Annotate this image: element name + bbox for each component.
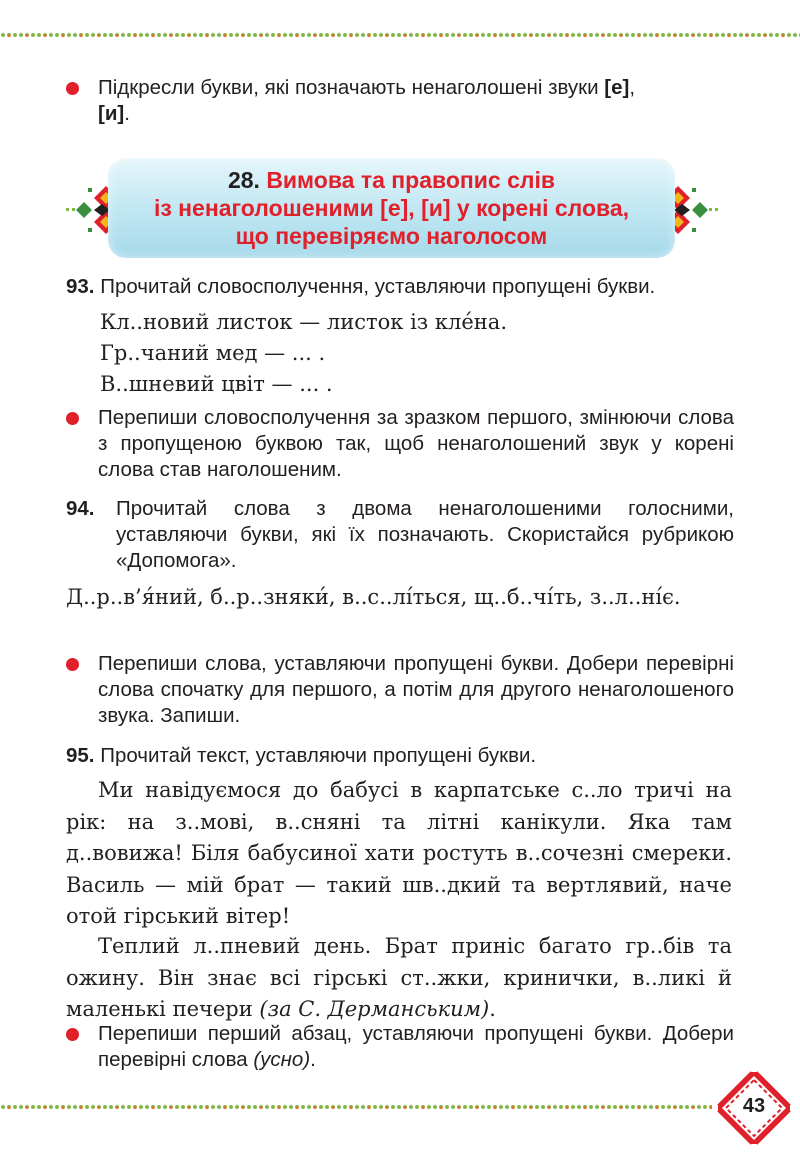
exercise-number: 93. (66, 275, 95, 298)
period: . (124, 102, 130, 125)
top-bullet-text-main: Підкресли букви, які позначають ненаголошені звуки (98, 76, 605, 99)
exercise-93-instruction (66, 274, 734, 300)
ex93-bullet-text: Перепиши словосполучення за зразком першого, змінюючи слова з пропущеною буквою так, щоб ненаголошений звук у корені слова став наголошеним. (98, 406, 734, 481)
ex95-bullet-text (98, 1021, 734, 1073)
oral-note: (усно) (253, 1048, 311, 1071)
section-title-line-2: із ненаголошеними [е], [и] у корені слова, (153, 195, 630, 221)
text-source-attribution: (за С. Дерманським) (259, 997, 490, 1021)
bullet-dot (66, 412, 79, 425)
exercise-95-instruction (66, 743, 734, 769)
section-title-line-1: Вимова та правопис слів (266, 167, 556, 193)
exercise-number: 95. (66, 744, 95, 767)
ex95-paragraph-2-text: Теплий л..пневий день. Брат приніс багато гр..бів та ожину. Він знає всі гірські ст..жки, кринички, в..ликі й маленькі печери (66, 934, 732, 1021)
page-number: 43 (742, 1095, 766, 1117)
exercise-instruction-text: Прочитай текст, уставляючи пропущені букви. (100, 744, 537, 767)
bullet-dot (66, 82, 79, 95)
ex95-bullet-task (66, 1021, 734, 1073)
sound-e-label: [е] (604, 76, 630, 99)
ex93-line-1: Кл..новий листок — листок із кле́на. (100, 310, 507, 334)
period: . (310, 1048, 316, 1071)
sound-y-label: [и] (98, 102, 125, 125)
ex93-line-2: Гр..чаний мед — ... . (100, 341, 326, 365)
section-number: 28. (227, 167, 260, 193)
section-title (108, 166, 675, 250)
ex95-paragraph-2 (66, 931, 732, 1026)
ex95-paragraph-1: Ми навідуємося до бабусі в карпатське с..ло тричі на рік: на з..мові, в..сняні та літні канікули. Яка там д..вовижа! Біля бабусиної хати ростуть в..сочезні смереки. Василь — мій брат — такий шв..дкий та вертлявий, наче отой гірський вітер! (66, 778, 732, 928)
section-title-line-3: що перевіряємо наголосом (235, 223, 548, 249)
ex93-bullet-task (66, 405, 734, 483)
ex94-bullet-text: Перепиши слова, уставляючи пропущені букви. Добери перевірні слова спочатку для першого, а потім для другого ненаголошеного звука. Запиши. (98, 652, 734, 727)
top-bullet-text (98, 75, 734, 127)
exercise-94-instruction (66, 496, 734, 574)
bullet-dot (66, 658, 79, 671)
top-bullet-task (66, 75, 734, 127)
ex93-line-3: В..шневий цвіт — ... . (100, 372, 333, 396)
bottom-stitch-border (0, 1102, 712, 1112)
period: . (489, 997, 496, 1021)
top-stitch-border (0, 30, 800, 40)
ex95-bullet-main: Перепиши перший абзац, уставляючи пропущені букви. Добери перевірні слова (98, 1022, 734, 1071)
bullet-dot (66, 1028, 79, 1041)
exercise-instruction-text: Прочитай словосполучення, уставляючи пропущені букви. (100, 275, 656, 298)
exercise-number: 94. (66, 497, 95, 520)
ex94-bullet-task (66, 651, 734, 729)
exercise-instruction-text: Прочитай слова з двома ненаголошеними голосними, уставляючи букви, які їх позначають. Скористайся рубрикою «Допомога». (116, 497, 734, 572)
ex94-words: Д..р..в’я́ний, б..р..зняки́, в..с..лі́ться, щ..б..чі́ть, з..л..ні́є. (66, 585, 681, 609)
comma: , (629, 76, 636, 99)
